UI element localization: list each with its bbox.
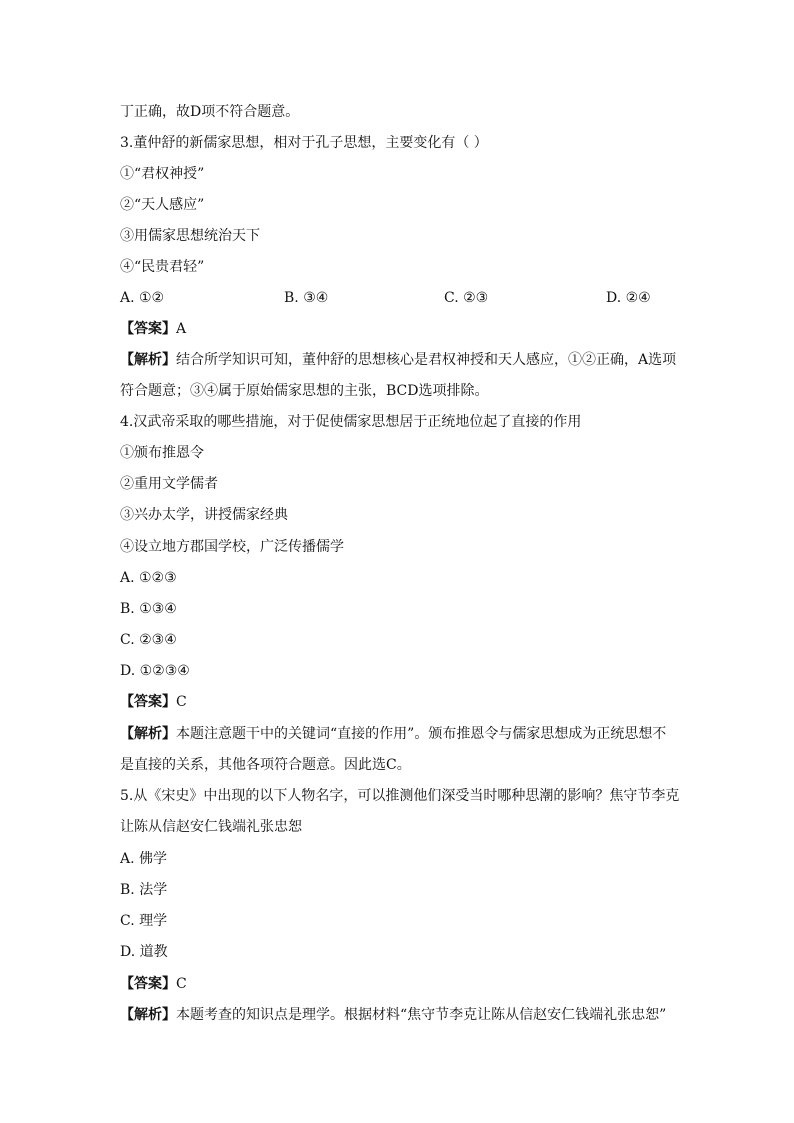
analysis-label: 【解析】 [120,352,176,368]
question-4-stem: 4.汉武帝采取的哪些措施，对于促使儒家思想居于正统地位起了直接的作用 [120,414,582,430]
question-3-analysis [120,350,676,370]
question-5-option-b: B. 法学 [120,882,168,898]
question-3-options [120,288,680,308]
option-a: A. ①② [120,290,165,306]
question-3-item-3: ③用儒家思想统治天下 [120,228,260,244]
question-3-item-4: ④“民贵君轻” [120,259,205,275]
question-3-stem: 3.董仲舒的新儒家思想，相对于孔子思想，主要变化有（ ） [120,135,488,151]
answer-value: A [176,321,187,337]
text-line: 丁正确，故D项不符合题意。 [120,104,300,120]
answer-label: 【答案】 [120,321,176,337]
question-5-stem-cont: 让陈从信赵安仁钱端礼张忠恕 [120,819,302,835]
analysis-label: 【解析】 [120,1007,176,1023]
analysis-text: 本题考查的知识点是理学。根据材料“焦守节李克让陈从信赵安仁钱端礼张忠恕” [176,1007,667,1023]
question-5-analysis [120,1005,666,1025]
question-3-item-1: ①“君权神授” [120,166,205,182]
question-3-item-2: ②“天人感应” [120,197,205,213]
answer-label: 【答案】 [120,976,176,992]
analysis-text: 结合所学知识可知，董仲舒的思想核心是君权神授和天人感应，①②正确，A选项 [176,352,677,368]
question-5-option-d: D. 道教 [120,944,168,960]
question-4-option-c: C. ②③④ [120,632,177,648]
question-4-item-2: ②重用文学儒者 [120,476,218,492]
question-3-analysis-cont: 符合题意；③④属于原始儒家思想的主张，BCD选项排除。 [120,383,489,399]
answer-value: C [176,976,187,992]
option-d: D. ②④ [606,290,651,306]
question-3-answer [120,319,186,339]
question-4-item-4: ④设立地方郡国学校，广泛传播儒学 [120,539,344,555]
question-5-stem: 5.从《宋史》中出现的以下人物名字，可以推测他们深受当时哪种思潮的影响？焦守节李克 [120,788,680,804]
question-4-analysis [120,724,666,744]
question-4-option-d: D. ①②③④ [120,663,190,679]
question-4-option-b: B. ①③④ [120,601,177,617]
option-c: C. ②③ [444,290,489,306]
question-5-answer [120,974,187,994]
question-5-option-a: A. 佛学 [120,851,168,867]
question-4-analysis-cont: 是直接的关系，其他各项符合题意。因此选C。 [120,757,411,773]
option-b: B. ③④ [284,290,329,306]
question-4-answer [120,692,187,712]
answer-label: 【答案】 [120,694,176,710]
question-4-option-a: A. ①②③ [120,570,177,586]
analysis-label: 【解析】 [120,726,176,742]
answer-value: C [176,694,187,710]
question-4-item-3: ③兴办太学，讲授儒家经典 [120,507,288,523]
analysis-text: 本题注意题干中的关键词“直接的作用”。颁布推恩令与儒家思想成为正统思想不 [176,726,667,742]
question-5-option-c: C. 理学 [120,913,168,929]
question-4-item-1: ①颁布推恩令 [120,445,204,461]
